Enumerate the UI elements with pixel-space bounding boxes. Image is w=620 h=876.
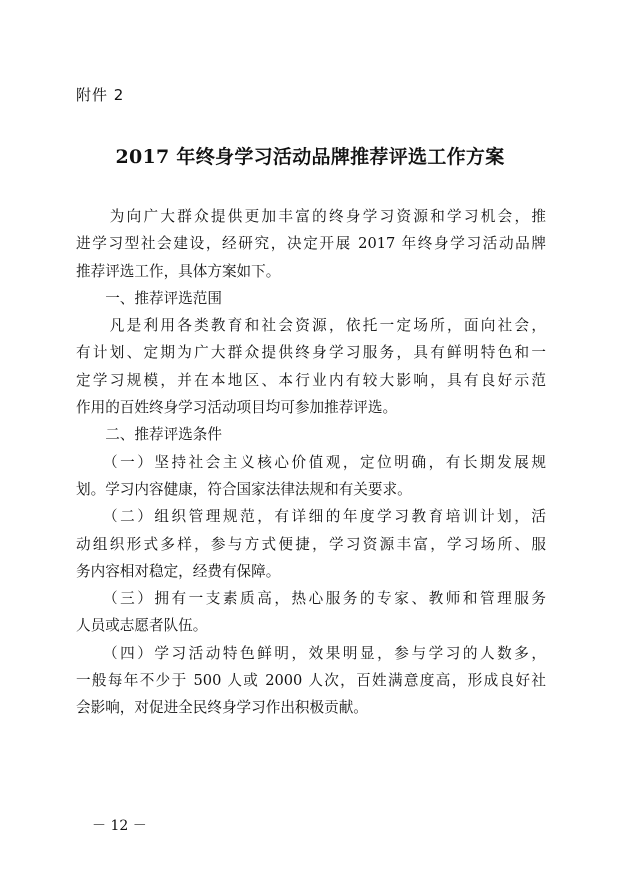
paragraph bbox=[76, 312, 546, 421]
text-line: （三）拥有一支素质高，热心服务的专家、教师和管理服务 bbox=[76, 590, 546, 608]
paragraph bbox=[76, 503, 546, 585]
attachment-label: 附件 2 bbox=[76, 86, 125, 104]
text-line: （二）组织管理规范，有详细的年度学习教育培训计划，活 bbox=[76, 508, 546, 526]
paragraph bbox=[76, 640, 546, 722]
text-line: 一、推荐评选范围 bbox=[76, 289, 222, 307]
text-line: 二、推荐评选条件 bbox=[76, 426, 222, 444]
text-line: 推荐评选工作，具体方案如下。 bbox=[76, 262, 281, 280]
paragraph bbox=[76, 449, 546, 504]
text-line: 凡是利用各类教育和社会资源，依托一定场所，面向社会， bbox=[76, 317, 546, 335]
paragraph bbox=[76, 203, 546, 285]
text-line: （一）坚持社会主义核心价值观，定位明确，有长期发展规 bbox=[76, 453, 546, 471]
text-line: 进学习型社会建设，经研究，决定开展 2017 年终身学习活动品牌 bbox=[76, 235, 546, 253]
document-title: 2017 年终身学习活动品牌推荐评选工作方案 bbox=[115, 146, 505, 168]
section-heading bbox=[76, 421, 546, 448]
paragraph bbox=[76, 585, 546, 640]
text-line: 动组织形式多样，参与方式便捷，学习资源丰富，学习场所、服 bbox=[76, 535, 546, 553]
text-line: 划。学习内容健康，符合国家法律法规和有关要求。 bbox=[76, 480, 412, 498]
text-line: 人员或志愿者队伍。 bbox=[76, 617, 208, 635]
text-line: 会影响，对促进全民终身学习作出积极贡献。 bbox=[76, 699, 368, 717]
text-line: 务内容相对稳定，经费有保障。 bbox=[76, 562, 281, 580]
text-line: 有计划、定期为广大群众提供终身学习服务，具有鲜明特色和一 bbox=[76, 344, 546, 362]
document-body bbox=[76, 203, 546, 722]
text-line: 一般每年不少于 500 人或 2000 人次，百姓满意度高，形成良好社 bbox=[76, 672, 546, 690]
section-heading bbox=[76, 285, 546, 312]
text-line: 定学习规模，并在本地区、本行业内有较大影响，具有良好示范 bbox=[76, 371, 546, 389]
text-line: 作用的百姓终身学习活动项目均可参加推荐评选。 bbox=[76, 399, 398, 417]
text-line: （四）学习活动特色鲜明，效果明显，参与学习的人数多， bbox=[76, 644, 546, 662]
page-number: － 12 － bbox=[92, 818, 147, 834]
text-line: 为向广大群众提供更加丰富的终身学习资源和学习机会，推 bbox=[76, 208, 546, 225]
